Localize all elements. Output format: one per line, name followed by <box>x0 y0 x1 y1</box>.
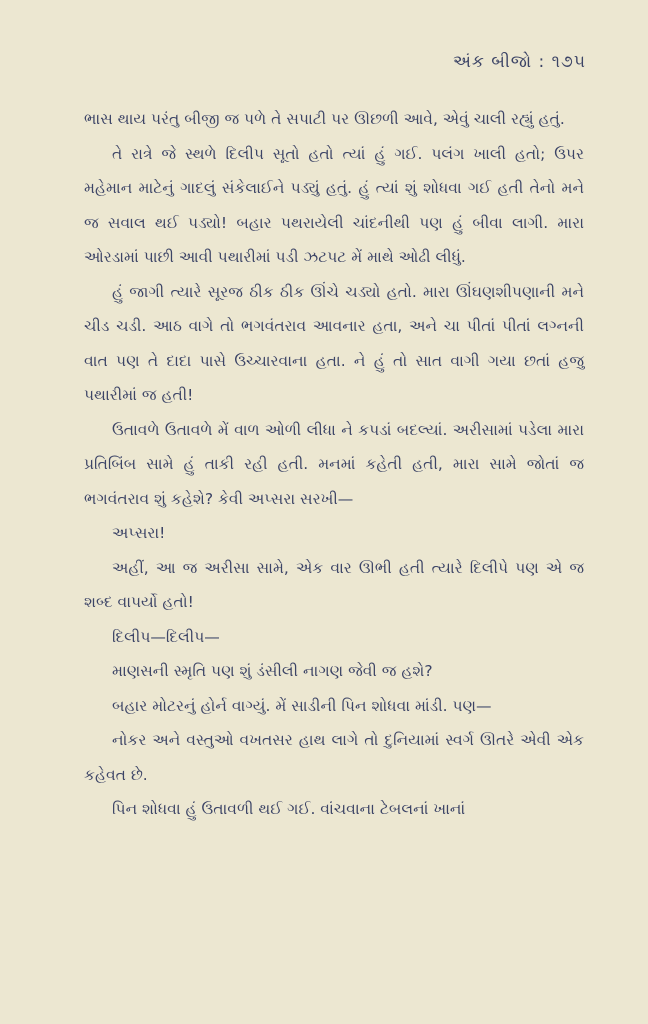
paragraph: નોકર અને વસ્તુઓ વખતસર હાથ લાગે તો દુનિયામાં સ્વર્ગ ઊતરે એવી એક કહેવત છે. <box>84 731 584 784</box>
paragraph: ઉતાવળે ઉતાવળે મેં વાળ ઓળી લીધા ને કપડાં બદલ્યાં. અરીસામાં પડેલા મારા પ્રતિબિંબ સામે હું તાકી રહી હતી. મનમાં કહેતી હતી, મારા સામે જોતાં જ ભગવંતરાવ શું કહેશે? કેવી અપ્સરા સરખી— <box>84 420 584 508</box>
paragraph: પિન શોધવા હું ઉતાવળી થઈ ગઈ. વાંચવાના ટેબલનાં ખાનાં <box>112 800 466 818</box>
paragraph: ભાસ થાય પરંતુ બીજી જ પળે તે સપાટી પર ઊછળી આવે, એવું ચાલી રહ્યું હતું. <box>84 110 565 128</box>
paragraph: હું જાગી ત્યારે સૂરજ ઠીક ઠીક ઊંચે ચડ્યો હતો. મારા ઊંઘણશીપણાની મને ચીડ ચડી. આઠ વાગે તો ભગવંતરાવ આવનાર હતા, અને ચા પીતાં પીતાં લગ્નની વાત પણ તે દાદા પાસે ઉચ્ચારવાના હતા. ને હું તો સાત વાગી ગયા છતાં હજુ પથારીમાં જ હતી! <box>84 282 584 404</box>
paragraph: અપ્સરા! <box>112 524 166 542</box>
paragraph: અહીં, આ જ અરીસા સામે, એક વાર ઊભી હતી ત્યારે દિલીપે પણ એ જ શબ્દ વાપર્યો હતો! <box>84 558 584 611</box>
paragraph: દિલીપ—દિલીપ— <box>112 627 220 646</box>
paragraph: બહાર મોટરનું હોર્ન વાગ્યું. મેં સાડીની પિન શોધવા માંડી. પણ— <box>112 696 492 715</box>
paragraph: તે રાત્રે જે સ્થળે દિલીપ સૂતો હતો ત્યાં હું ગઈ. પલંગ ખાલી હતો; ઉપર મહેમાન માટેનું ગાદલું સંકેલાઈને પડ્યું હતું. હું ત્યાં શું શોધવા ગઈ હતી તેનો મને જ સવાલ થઈ પડ્યો! બહાર પથરાયેલી ચાંદનીથી પણ હું બીવા લાગી. મારા ઓરડામાં પાછી આવી પથારીમાં પડી ઝટપટ મેં માથે ઓઢી લીધું. <box>84 144 584 266</box>
paragraph: માણસની સ્મૃતિ પણ શું ડંસીલી નાગણ જેવી જ હશે? <box>112 662 433 680</box>
page-header: અંક બીજો : ૧૭૫ <box>452 52 586 72</box>
page-body <box>84 102 584 827</box>
